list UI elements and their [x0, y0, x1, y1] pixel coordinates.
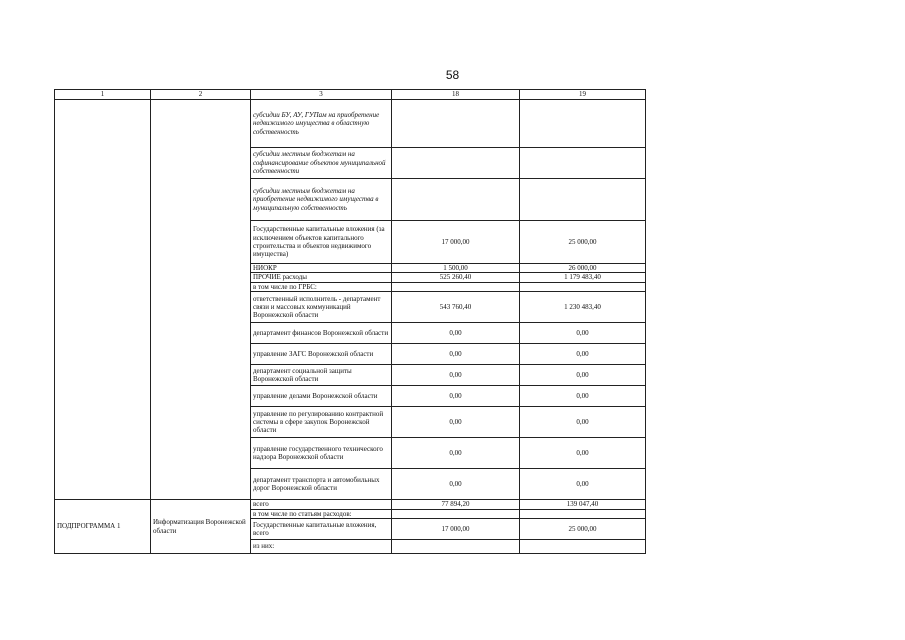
table-header-row [55, 90, 646, 100]
table-cell-col-19: 0,00 [520, 344, 646, 365]
table-cell-col-3: субсидии местным бюджетам на софинансирование объектов муниципальной собственности [251, 148, 392, 179]
table-cell-col-18: 0,00 [392, 365, 520, 386]
table-cell-col-18: 0,00 [392, 344, 520, 365]
header-col-19: 19 [520, 90, 646, 100]
table-cell-col-3: из них: [251, 539, 392, 553]
table-cell-col-3: НИОКР [251, 264, 392, 273]
table-cell-col-3: в том числе по ГРБС: [251, 282, 392, 291]
table-cell-col-18 [392, 179, 520, 221]
table-cell-col-18: 0,00 [392, 469, 520, 500]
page-number: 58 [445, 68, 460, 82]
table-cell-col-18 [392, 100, 520, 148]
table-cell-col-19: 25 000,00 [520, 518, 646, 539]
table-cell-col-3: управление делами Воронежской области [251, 386, 392, 407]
table-cell-col-18: 77 894,20 [392, 500, 520, 509]
table-cell-col-19: 1 230 483,40 [520, 292, 646, 323]
table-cell-col-19 [520, 100, 646, 148]
table-cell-col-19: 1 179 483,40 [520, 273, 646, 282]
header-col-3: 3 [251, 90, 392, 100]
table-cell-col-19: 0,00 [520, 323, 646, 344]
table-row [55, 500, 646, 509]
subprogram-code: ПОДПРОГРАММА 1 [55, 500, 151, 554]
budget-table [54, 89, 646, 554]
table-cell-col-18 [392, 509, 520, 518]
table-cell-col-3: департамент социальной защиты Воронежской области [251, 365, 392, 386]
table-cell-col-3: ответственный исполнитель - департамент связи и массовых коммуникаций Воронежской области [251, 292, 392, 323]
table-cell-col-19: 0,00 [520, 386, 646, 407]
table-cell-col-19: 0,00 [520, 438, 646, 469]
table-cell-col-18 [392, 282, 520, 291]
table-cell-col-19 [520, 148, 646, 179]
table-cell-col-3: Государственные капитальные вложения (за исключением объектов капитального строительства и объектов недвижимого имущества) [251, 221, 392, 264]
table-cell-col-3: Государственные капитальные вложения, всего [251, 518, 392, 539]
table-cell-col-3: департамент финансов Воронежской области [251, 323, 392, 344]
table-cell-col-3: ПРОЧИЕ расходы [251, 273, 392, 282]
table-cell-col-3: управление по регулированию контрактной системы в сфере закупок Воронежской области [251, 407, 392, 438]
table-cell-col-18: 543 760,40 [392, 292, 520, 323]
table-cell-col-3: управление ЗАГС Воронежской области [251, 344, 392, 365]
table-cell-col-18: 17 000,00 [392, 518, 520, 539]
table-cell-col-18 [392, 539, 520, 553]
table-cell-col-18: 1 500,00 [392, 264, 520, 273]
table-cell-col-18: 0,00 [392, 323, 520, 344]
table-cell-col-19: 0,00 [520, 469, 646, 500]
table-cell-col-19: 0,00 [520, 365, 646, 386]
table-cell-col-19 [520, 179, 646, 221]
table-cell-col-19: 0,00 [520, 407, 646, 438]
table-cell-col-19 [520, 509, 646, 518]
table-cell-col-19: 26 000,00 [520, 264, 646, 273]
header-col-1: 1 [55, 90, 151, 100]
table-cell-col-18: 17 000,00 [392, 221, 520, 264]
table-cell-col-3: субсидии местным бюджетам на приобретение недвижимого имущества в муниципальную собственность [251, 179, 392, 221]
table-cell-col-18: 0,00 [392, 386, 520, 407]
table-cell-col-2 [151, 100, 251, 500]
header-col-2: 2 [151, 90, 251, 100]
table-cell-col-3: управление государственного технического надзора Воронежской области [251, 438, 392, 469]
table-cell-col-19 [520, 539, 646, 553]
table-cell-col-1 [55, 100, 151, 500]
table-cell-col-19: 139 047,40 [520, 500, 646, 509]
table-cell-col-18 [392, 148, 520, 179]
table-cell-col-19: 25 000,00 [520, 221, 646, 264]
table-cell-col-3: департамент транспорта и автомобильных дорог Воронежской области [251, 469, 392, 500]
table-cell-col-18: 0,00 [392, 407, 520, 438]
header-col-18: 18 [392, 90, 520, 100]
subprogram-name: Информатизация Воронежской области [151, 500, 251, 554]
table-cell-col-3: субсидии БУ, АУ, ГУПам на приобретение недвижимого имущества в областную собственность [251, 100, 392, 148]
table-row [55, 100, 646, 148]
table-cell-col-3: всего [251, 500, 392, 509]
table-cell-col-18: 525 260,40 [392, 273, 520, 282]
table-cell-col-3: в том числе по статьям расходов: [251, 509, 392, 518]
table-cell-col-19 [520, 282, 646, 291]
table-cell-col-18: 0,00 [392, 438, 520, 469]
